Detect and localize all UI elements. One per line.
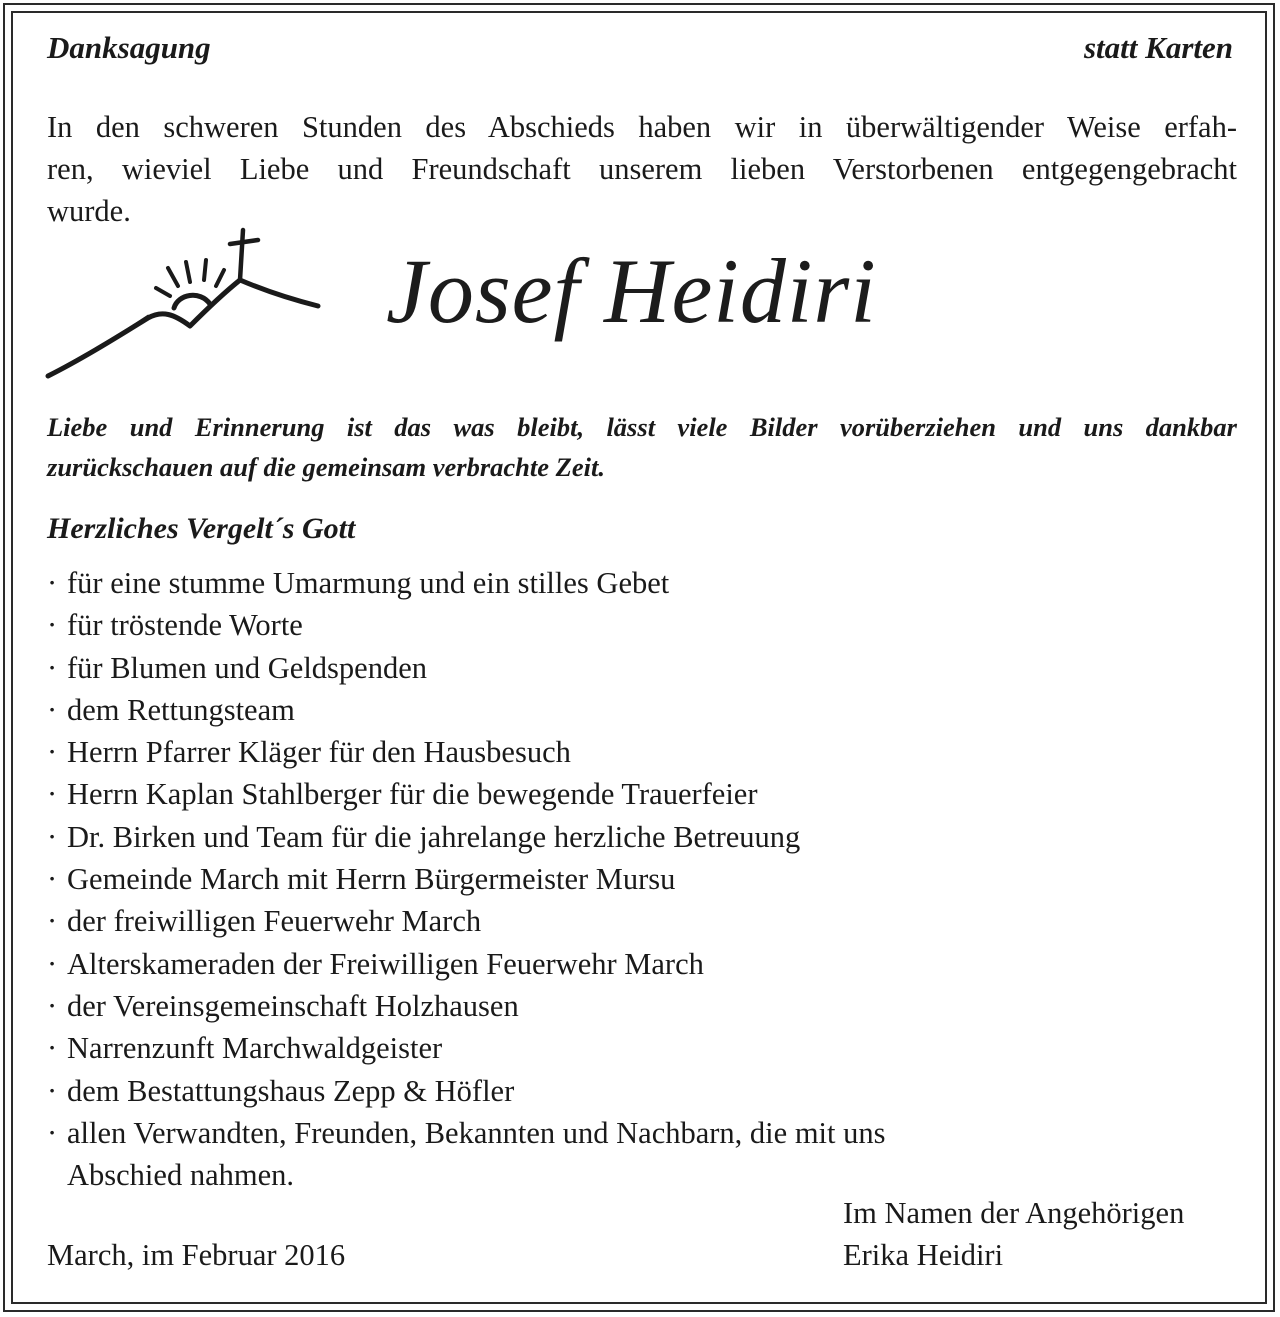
motto-paragraph bbox=[47, 407, 1237, 487]
deceased-name: Josef Heidiri bbox=[386, 240, 877, 342]
list-item-text: Dr. Birken und Team für die jahrelange herzliche Betreuung bbox=[67, 819, 801, 854]
mountain-sun-cross-icon bbox=[44, 222, 324, 382]
list-item-text: dem Rettungsteam bbox=[67, 692, 295, 727]
bullet-dot: · bbox=[47, 904, 58, 939]
heading-statt-karten: statt Karten bbox=[1083, 30, 1233, 65]
list-item bbox=[47, 816, 885, 858]
list-item bbox=[47, 562, 885, 604]
bullet-dot: · bbox=[47, 566, 58, 600]
bullet-dot: · bbox=[47, 819, 58, 854]
list-item-text: der freiwilligen Feuerwehr March bbox=[67, 904, 482, 939]
signature-line: Im Namen der Angehörigen bbox=[843, 1196, 1185, 1230]
bullet-dot: · bbox=[47, 608, 58, 643]
heading-danksagung: Danksagung bbox=[47, 30, 211, 65]
bullet-dot: · bbox=[47, 1073, 58, 1108]
bullet-dot: · bbox=[47, 1031, 58, 1066]
list-item-text: der Vereinsgemeinschaft Holzhausen bbox=[67, 988, 519, 1023]
list-item-text: dem Bestattungshaus Zepp & Höfler bbox=[67, 1073, 515, 1108]
bullet-dot: · bbox=[47, 988, 58, 1023]
list-item-text: für Blumen und Geldspenden bbox=[67, 650, 427, 685]
bullet-dot: · bbox=[47, 1115, 58, 1150]
thanks-heading: Herzliches Vergelt´s Gott bbox=[47, 512, 356, 545]
list-item-text: allen Verwandten, Freunden, Bekannten und Nachbarn, die mit uns bbox=[67, 1115, 886, 1150]
list-item-text: Herrn Kaplan Stahlberger für die bewegende Trauerfeier bbox=[67, 777, 758, 812]
bullet-dot: · bbox=[47, 650, 58, 685]
list-item bbox=[47, 1027, 885, 1069]
list-item bbox=[47, 943, 885, 985]
place-date: March, im Februar 2016 bbox=[47, 1238, 346, 1272]
list-item bbox=[47, 604, 885, 646]
motto-line: Liebe und Erinnerung ist das was bleibt, lässt viele Bilder vorüberziehen und uns dankbar bbox=[47, 412, 1237, 442]
list-item bbox=[47, 731, 885, 773]
list-item-text: Alterskameraden der Freiwilligen Feuerwehr March bbox=[67, 946, 704, 981]
list-item-continuation: Abschied nahmen. bbox=[67, 1158, 294, 1193]
list-item bbox=[47, 858, 885, 900]
list-item bbox=[47, 900, 885, 942]
list-item bbox=[47, 985, 885, 1027]
list-item-text: für tröstende Worte bbox=[67, 608, 303, 643]
list-item-text: für eine stumme Umarmung und ein stilles Gebet bbox=[67, 566, 670, 600]
list-item-text: Narrenzunft Marchwaldgeister bbox=[67, 1031, 443, 1066]
intro-paragraph bbox=[47, 106, 1237, 232]
thanks-list bbox=[47, 562, 885, 1196]
list-item-text: Gemeinde March mit Herrn Bürgermeister Mursu bbox=[67, 862, 676, 897]
bullet-dot: · bbox=[47, 692, 58, 727]
bullet-dot: · bbox=[47, 735, 58, 770]
intro-line: wurde. bbox=[47, 194, 131, 228]
intro-line: In den schweren Stunden des Abschieds haben wir in überwältigender Weise erfah- bbox=[47, 110, 1237, 144]
list-item bbox=[47, 1112, 885, 1154]
bullet-dot: · bbox=[47, 862, 58, 897]
bullet-dot: · bbox=[47, 946, 58, 981]
motto-line: zurückschauen auf die gemeinsam verbrachte Zeit. bbox=[47, 452, 605, 482]
list-item bbox=[47, 773, 885, 815]
list-item bbox=[47, 647, 885, 689]
list-item bbox=[47, 689, 885, 731]
intro-line: ren, wieviel Liebe und Freundschaft unserem lieben Verstorbenen entgegengebracht bbox=[47, 152, 1237, 186]
signature-name: Erika Heidiri bbox=[843, 1238, 1004, 1272]
list-item bbox=[47, 1070, 885, 1112]
bullet-dot: · bbox=[47, 777, 58, 812]
list-item-text: Herrn Pfarrer Kläger für den Hausbesuch bbox=[67, 735, 571, 770]
